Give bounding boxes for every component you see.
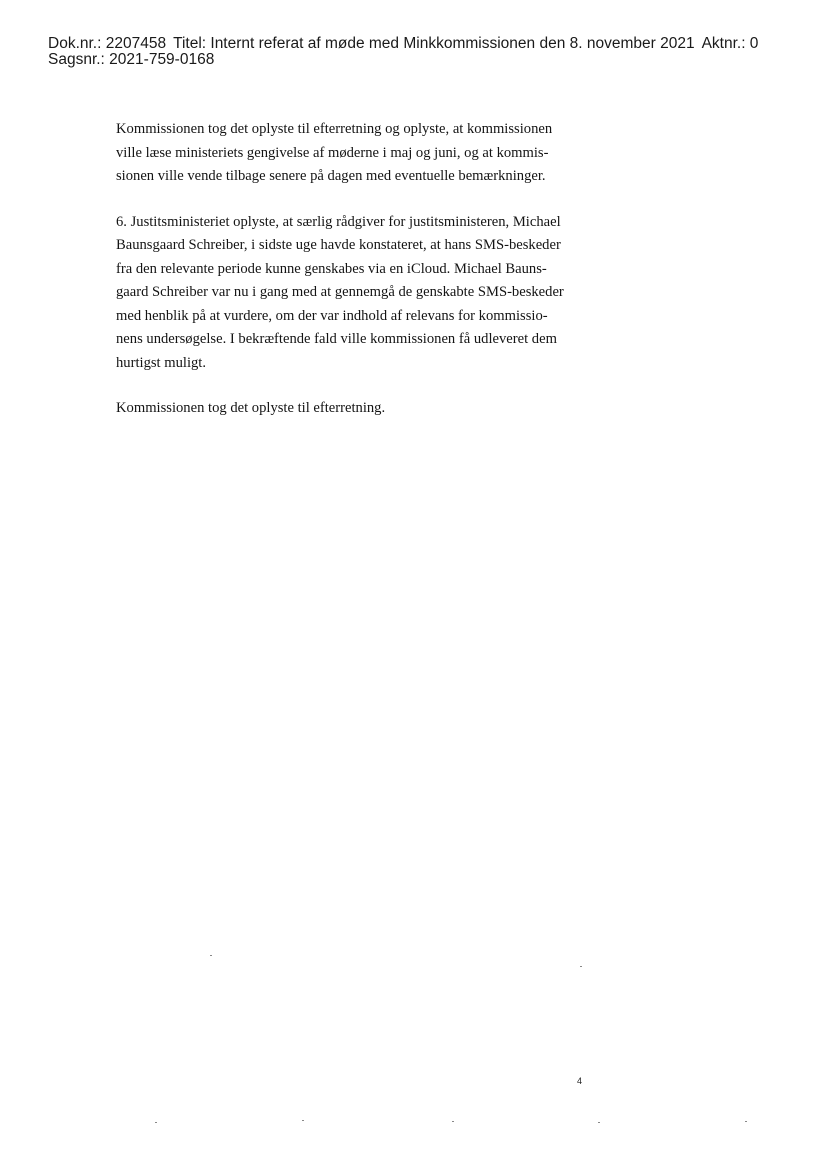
text-line: hurtigst muligt. (116, 354, 206, 371)
text-line: nens undersøgelse. I bekræftende fald ville kommissionen få udleveret dem (116, 331, 557, 347)
text-line: ville læse ministeriets gengivelse af møderne i maj og juni, og at kommis- (116, 144, 549, 161)
scan-speck (745, 1121, 747, 1122)
text-line: Kommissionen tog det oplyste til efterretning og oplyste, at kommissionen (116, 121, 553, 137)
scan-speck (580, 966, 582, 967)
paragraph-1 (116, 118, 602, 189)
paragraph-2 (116, 211, 602, 376)
scan-speck (210, 955, 212, 956)
text-line: Kommissionen tog det oplyste til efterretning. (116, 400, 386, 416)
scan-speck (302, 1120, 304, 1121)
scan-speck (452, 1121, 454, 1122)
scan-speck (598, 1122, 600, 1123)
doc-title: Titel: Internt referat af møde med Minkkommissionen den 8. november 2021 (173, 35, 695, 52)
header-line-1 (48, 36, 758, 52)
text-line: med henblik på at vurdere, om der var indhold af relevans for kommissio- (116, 307, 548, 324)
text-line: Baunsgaard Schreiber, i sidste uge havde konstateret, at hans SMS-beskeder (116, 237, 561, 253)
doc-number: Dok.nr.: 2207458 (48, 35, 167, 52)
text-line: sionen ville vende tilbage senere på dagen med eventuelle bemærkninger. (116, 168, 546, 184)
document-body (116, 118, 602, 443)
text-line: 6. Justitsministeriet oplyste, at særlig rådgiver for justitsministeren, Michael (116, 213, 561, 230)
akt-number: Aktnr.: 0 (701, 35, 759, 52)
case-number: Sagsnr.: 2021-759-0168 (48, 51, 215, 68)
text-line: gaard Schreiber var nu i gang med at gennemgå de genskabte SMS-beskeder (116, 284, 564, 300)
text-line: fra den relevante periode kunne genskabes via en iCloud. Michael Bauns- (116, 260, 547, 277)
page-number: 4 (577, 1076, 583, 1086)
header-line-2 (48, 52, 758, 68)
document-header (48, 36, 758, 68)
scan-speck (155, 1122, 157, 1123)
paragraph-3 (116, 397, 602, 421)
